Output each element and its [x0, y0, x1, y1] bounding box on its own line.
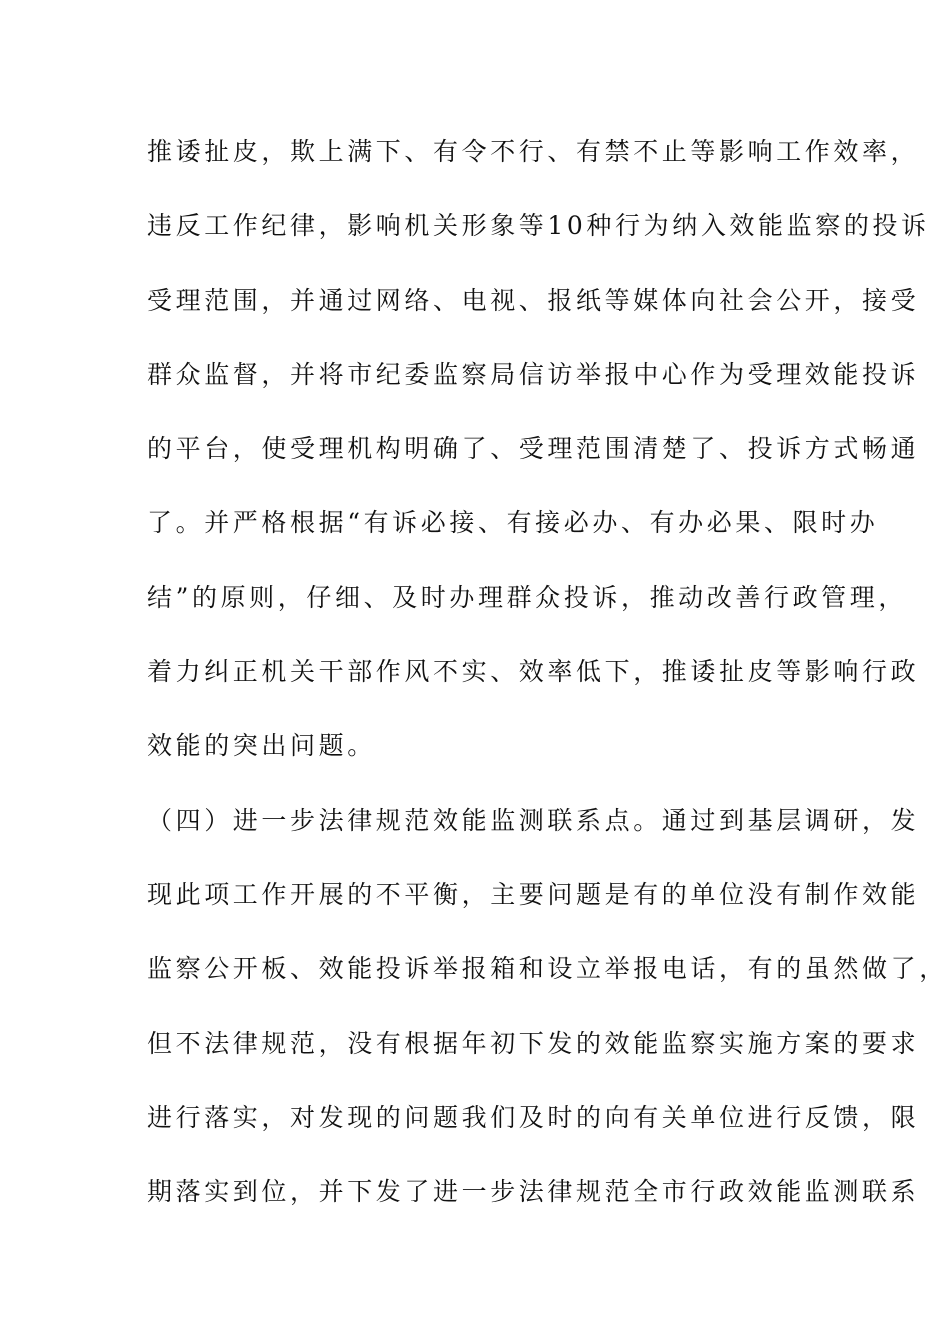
text-line-5: 的平台，使受理机构明确了、受理范围清楚了、投诉方式畅通 [147, 434, 920, 463]
text-line-15: 期落实到位，并下发了进一步法律规范全市行政效能监测联系 [147, 1177, 920, 1206]
text-line-8: 着力纠正机关干部作风不实、效率低下，推诿扯皮等影响行政 [147, 657, 920, 686]
text-line-11: 现此项工作开展的不平衡，主要问题是有的单位没有制作效能 [147, 880, 920, 909]
text-line-14: 进行落实，对发现的问题我们及时的向有关单位进行反馈，限 [147, 1103, 920, 1132]
text-line-7: 结”的原则，仔细、及时办理群众投诉，推动改善行政管理， [147, 583, 907, 612]
text-line-10: （四）进一步法律规范效能监测联系点。通过到基层调研，发 [147, 806, 920, 835]
text-line-13: 但不法律规范，没有根据年初下发的效能监察实施方案的要求 [147, 1029, 920, 1058]
text-line-2: 违反工作纪律，影响机关形象等10种行为纳入效能监察的投诉 [147, 211, 930, 240]
text-line-1: 推诿扯皮，欺上满下、有令不行、有禁不止等影响工作效率， [147, 137, 920, 166]
text-line-9: 效能的突出问题。 [147, 731, 376, 760]
text-line-6: 了。并严格根据“有诉必接、有接必办、有办必果、限时办 [147, 508, 879, 537]
text-line-4: 群众监督，并将市纪委监察局信访举报中心作为受理效能投诉 [147, 360, 920, 389]
text-line-12: 监察公开板、效能投诉举报箱和设立举报电话，有的虽然做了， [147, 954, 948, 983]
text-line-3: 受理范围，并通过网络、电视、报纸等媒体向社会公开，接受 [147, 286, 920, 315]
